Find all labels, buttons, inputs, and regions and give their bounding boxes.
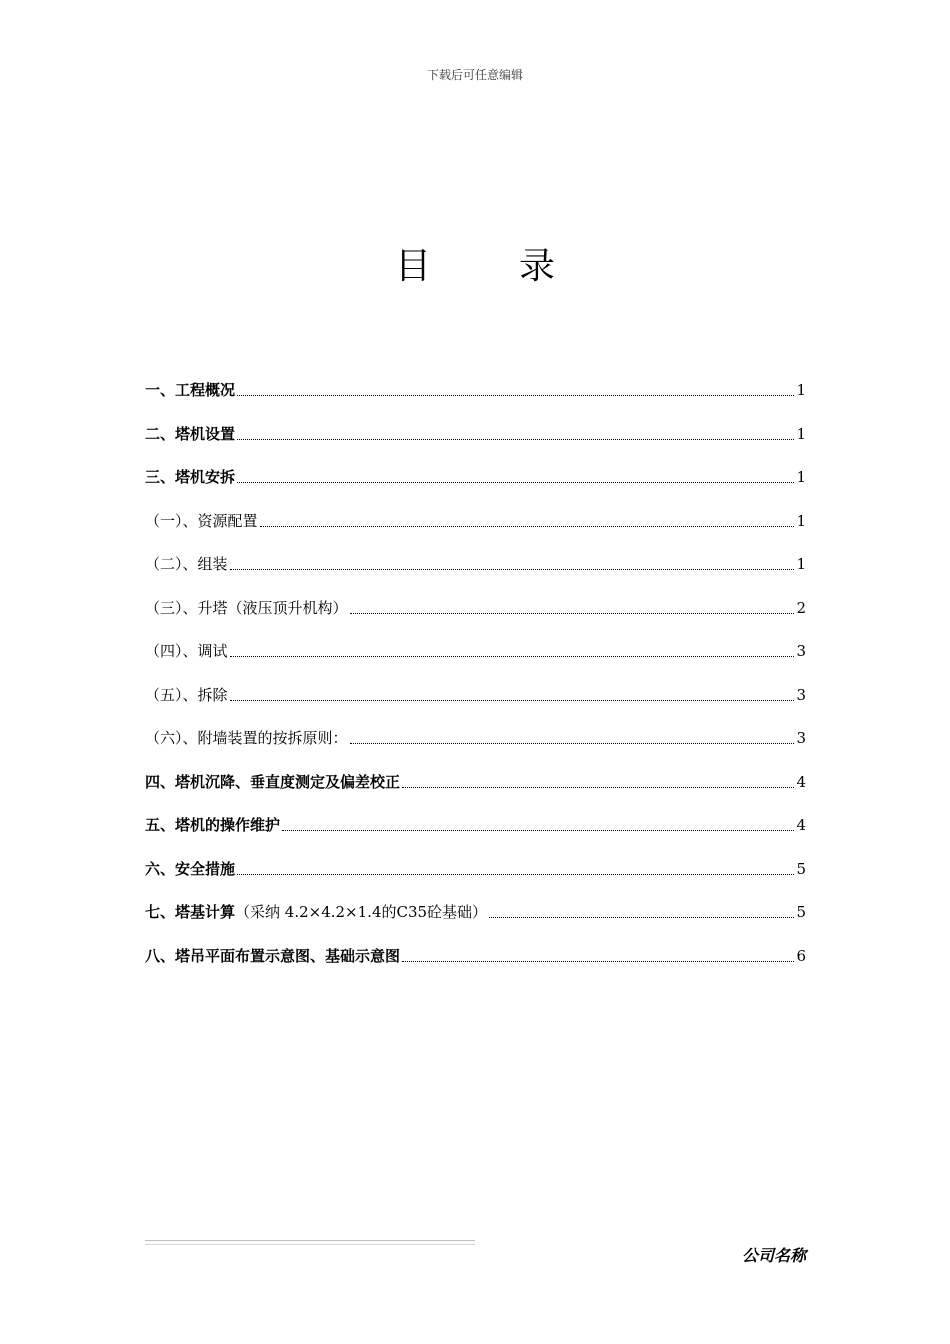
toc-entry-title: 五、塔机的操作维护 <box>145 816 281 834</box>
toc-entry-title: 四、塔机沉降、垂直度测定及偏差校正 <box>145 772 401 791</box>
toc-leader-dots <box>237 482 794 483</box>
toc-page-number: 5 <box>796 859 806 878</box>
header-note: 下载后可任意编辑 <box>426 68 523 82</box>
toc-leader-dots <box>237 395 794 396</box>
footer-divider <box>145 1240 475 1245</box>
page-title <box>0 238 950 289</box>
toc-page-number: 1 <box>796 381 806 399</box>
toc-entry[interactable] <box>145 466 806 488</box>
toc-entry-title: 二、塔机设置 <box>145 424 236 443</box>
toc-entry-label <box>145 466 235 488</box>
toc-entry-label <box>145 814 280 836</box>
toc-entry-label <box>145 379 235 401</box>
toc-entry-title: （一）、资源配置 <box>145 511 258 530</box>
toc-leader-dots <box>282 830 794 831</box>
title-char-2: 录 <box>519 246 556 287</box>
toc-entry[interactable] <box>145 858 806 880</box>
toc-entry-label <box>145 727 348 749</box>
toc-entry-label <box>145 423 235 445</box>
toc-entry-label <box>145 771 400 793</box>
toc-entry-title: 七、塔基计算 <box>145 903 236 921</box>
toc-entry-title: （五）、拆除 <box>145 685 228 704</box>
toc-entry-subtitle: （采纳 4.2×4.2×1.4的C35砼基础） <box>235 903 488 921</box>
toc-entry-label <box>145 858 235 880</box>
toc-entry-label <box>145 640 228 662</box>
toc-entry[interactable] <box>145 553 806 575</box>
toc-leader-dots <box>237 439 794 440</box>
toc-entry[interactable] <box>145 727 806 749</box>
toc-page-number: 1 <box>796 511 806 530</box>
toc-entry-label <box>145 901 487 923</box>
toc-entry[interactable] <box>145 771 806 793</box>
toc-page-number: 3 <box>796 729 806 747</box>
title-char-1: 目 <box>394 246 431 287</box>
toc-entry-label <box>145 945 400 967</box>
toc-entry-label <box>145 510 258 532</box>
toc-leader-dots <box>350 743 795 744</box>
toc-entry[interactable] <box>145 379 806 401</box>
toc-page-number: 3 <box>796 685 806 704</box>
toc-page-number: 1 <box>796 424 806 443</box>
toc-entry[interactable] <box>145 510 806 532</box>
toc-entry-title: （四）、调试 <box>145 642 228 660</box>
toc-page-number: 4 <box>796 816 806 834</box>
toc-entry[interactable] <box>145 640 806 662</box>
table-of-contents <box>145 379 806 988</box>
footer-company-name: 公司名称 <box>741 1246 806 1265</box>
toc-entry-label <box>145 553 228 575</box>
toc-page-number: 1 <box>796 555 806 573</box>
toc-leader-dots <box>402 787 794 788</box>
toc-entry[interactable] <box>145 945 806 967</box>
toc-leader-dots <box>260 526 795 527</box>
toc-entry-label <box>145 684 228 706</box>
toc-page-number: 5 <box>796 903 806 921</box>
toc-entry[interactable] <box>145 814 806 836</box>
toc-page-number: 6 <box>796 946 806 965</box>
toc-entry[interactable] <box>145 901 806 923</box>
toc-leader-dots <box>230 656 795 657</box>
toc-entry-title: 八、塔吊平面布置示意图、基础示意图 <box>145 946 401 965</box>
toc-leader-dots <box>402 961 794 962</box>
toc-entry[interactable] <box>145 597 806 619</box>
toc-entry-title: （三）、升塔（液压顶升机构） <box>145 598 348 617</box>
toc-entry[interactable] <box>145 423 806 445</box>
toc-entry-title: （二）、组装 <box>145 555 228 573</box>
toc-leader-dots <box>230 700 795 701</box>
toc-entry-title: 六、安全措施 <box>145 859 236 878</box>
toc-page-number: 4 <box>796 772 806 791</box>
toc-entry[interactable] <box>145 684 806 706</box>
toc-leader-dots <box>237 874 794 875</box>
toc-leader-dots <box>230 569 795 570</box>
toc-page-number: 1 <box>796 468 806 486</box>
toc-page-number: 3 <box>796 642 806 660</box>
toc-entry-title: 三、塔机安拆 <box>145 468 236 486</box>
toc-leader-dots <box>350 613 795 614</box>
toc-page-number: 2 <box>796 598 806 617</box>
toc-leader-dots <box>489 917 794 918</box>
toc-entry-title: 一、工程概况 <box>145 381 236 399</box>
toc-entry-label <box>145 597 348 619</box>
toc-entry-title: （六）、附墙装置的按拆原则： <box>145 729 348 747</box>
